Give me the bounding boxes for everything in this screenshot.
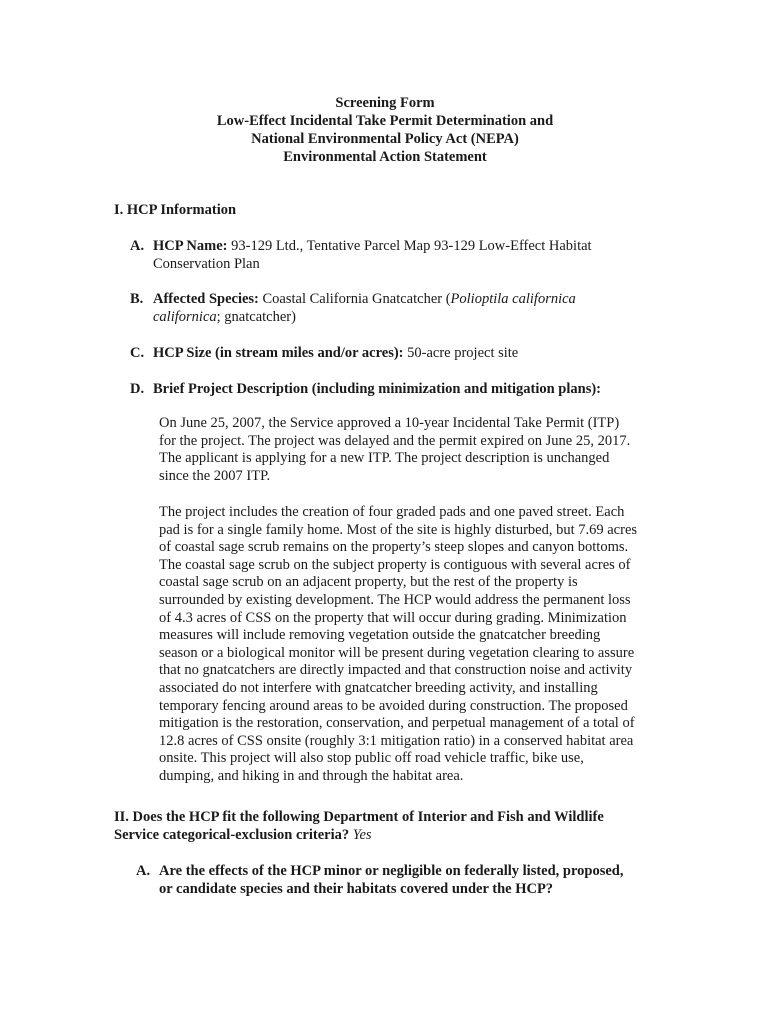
- paragraph-line: season or a biological monitor will be present during vegetation clearing to assure: [159, 644, 635, 661]
- title-line: National Environmental Policy Act (NEPA): [251, 131, 519, 147]
- question-line: Are the effects of the HCP minor or negligible on federally listed, proposed,: [159, 863, 624, 879]
- item-label: D.: [130, 381, 145, 397]
- paragraph-line: mitigation is the restoration, conservation, and perpetual management of a total of: [159, 715, 635, 732]
- heading-line: II. Does the HCP fit the following Department of Interior and Fish and Wildlife: [114, 809, 604, 825]
- paragraph-line: of coastal sage scrub remains on the property’s steep slopes and canyon bottoms.: [159, 539, 629, 556]
- item-key: HCP Size (in stream miles and/or acres):: [153, 345, 404, 361]
- paragraph-line: The applicant is applying for a new ITP. The project description is unchanged: [159, 450, 610, 467]
- section-2-heading: [114, 808, 714, 844]
- paragraph-line: temporary fencing around areas to be avoided during construction. The proposed: [159, 697, 628, 714]
- form-title: [0, 94, 770, 166]
- paragraph-line: The project includes the creation of four graded pads and one paved street. Each: [159, 504, 625, 520]
- item-value-continued: Conservation Plan: [153, 256, 260, 272]
- item-effects-question: [136, 862, 716, 898]
- criteria-answer: Yes: [349, 827, 372, 843]
- title-line: Environmental Action Statement: [283, 149, 487, 165]
- item-label: C.: [130, 345, 145, 361]
- paragraph-line: that no gnatcatchers are directly impacted and that construction noise and activity: [159, 662, 633, 679]
- item-value-continued: ; gnatcatcher): [216, 309, 296, 325]
- item-key: HCP Name:: [153, 238, 228, 254]
- paragraph-line: On June 25, 2007, the Service approved a 10-year Incidental Take Permit (ITP): [159, 415, 620, 431]
- item-hcp-size: [130, 344, 690, 362]
- paragraph-line: onsite. This project will also stop public off road vehicle traffic, bike use,: [159, 750, 584, 767]
- species-scientific-name: Polioptila californica: [450, 291, 576, 307]
- description-paragraph-2: [159, 504, 679, 786]
- paragraph-line: associated do not interfere with gnatcatcher breeding activity, and installing: [159, 679, 598, 696]
- question-line: or candidate species and their habitats covered under the HCP?: [159, 881, 554, 897]
- paragraph-line: pad is for a single family home. Most of the site is highly disturbed, but 7.69 acres: [159, 521, 638, 538]
- item-project-description: [130, 380, 710, 398]
- title-line: Low-Effect Incidental Take Permit Determination and: [216, 113, 554, 129]
- item-label: A.: [136, 863, 151, 879]
- item-label: B.: [130, 291, 144, 307]
- paragraph-line: coastal sage scrub on an adjacent property, but the rest of the property is: [159, 574, 578, 591]
- paragraph-line: The coastal sage scrub on the subject property is contiguous with several acres of: [159, 556, 631, 573]
- item-key: Affected Species:: [153, 291, 259, 307]
- paragraph-line: since the 2007 ITP.: [159, 467, 271, 484]
- paragraph-line: of 4.3 acres of CSS on the property that will occur during grading. Minimization: [159, 609, 627, 626]
- description-paragraph-1: [159, 415, 679, 485]
- item-value: 93-129 Ltd., Tentative Parcel Map 93-129 Low-Effect Habitat: [227, 238, 592, 254]
- title-line: Screening Form: [335, 95, 435, 111]
- species-scientific-name-cont: californica: [153, 309, 217, 325]
- paragraph-line: 12.8 acres of CSS onsite (roughly 3:1 mitigation ratio) in a conserved habitat area: [159, 732, 634, 749]
- item-value: Coastal California Gnatcatcher (: [258, 291, 451, 307]
- section-1-heading: I. HCP Information: [114, 202, 237, 218]
- paragraph-line: dumping, and hiking in and through the habitat area.: [159, 767, 464, 784]
- paragraph-line: for the project. The project was delayed and the permit expired on June 25, 2017.: [159, 432, 631, 449]
- item-hcp-name: [130, 237, 690, 273]
- item-label: A.: [130, 238, 145, 254]
- paragraph-line: surrounded by existing development. The HCP would address the permanent loss: [159, 591, 631, 608]
- heading-line: Service categorical-exclusion criteria?: [114, 827, 350, 843]
- paragraph-line: measures will include removing vegetation outside the gnatcatcher breeding: [159, 627, 601, 644]
- item-affected-species: [130, 290, 690, 326]
- item-value: 50-acre project site: [403, 345, 519, 361]
- item-key: Brief Project Description (including minimization and mitigation plans):: [153, 381, 602, 397]
